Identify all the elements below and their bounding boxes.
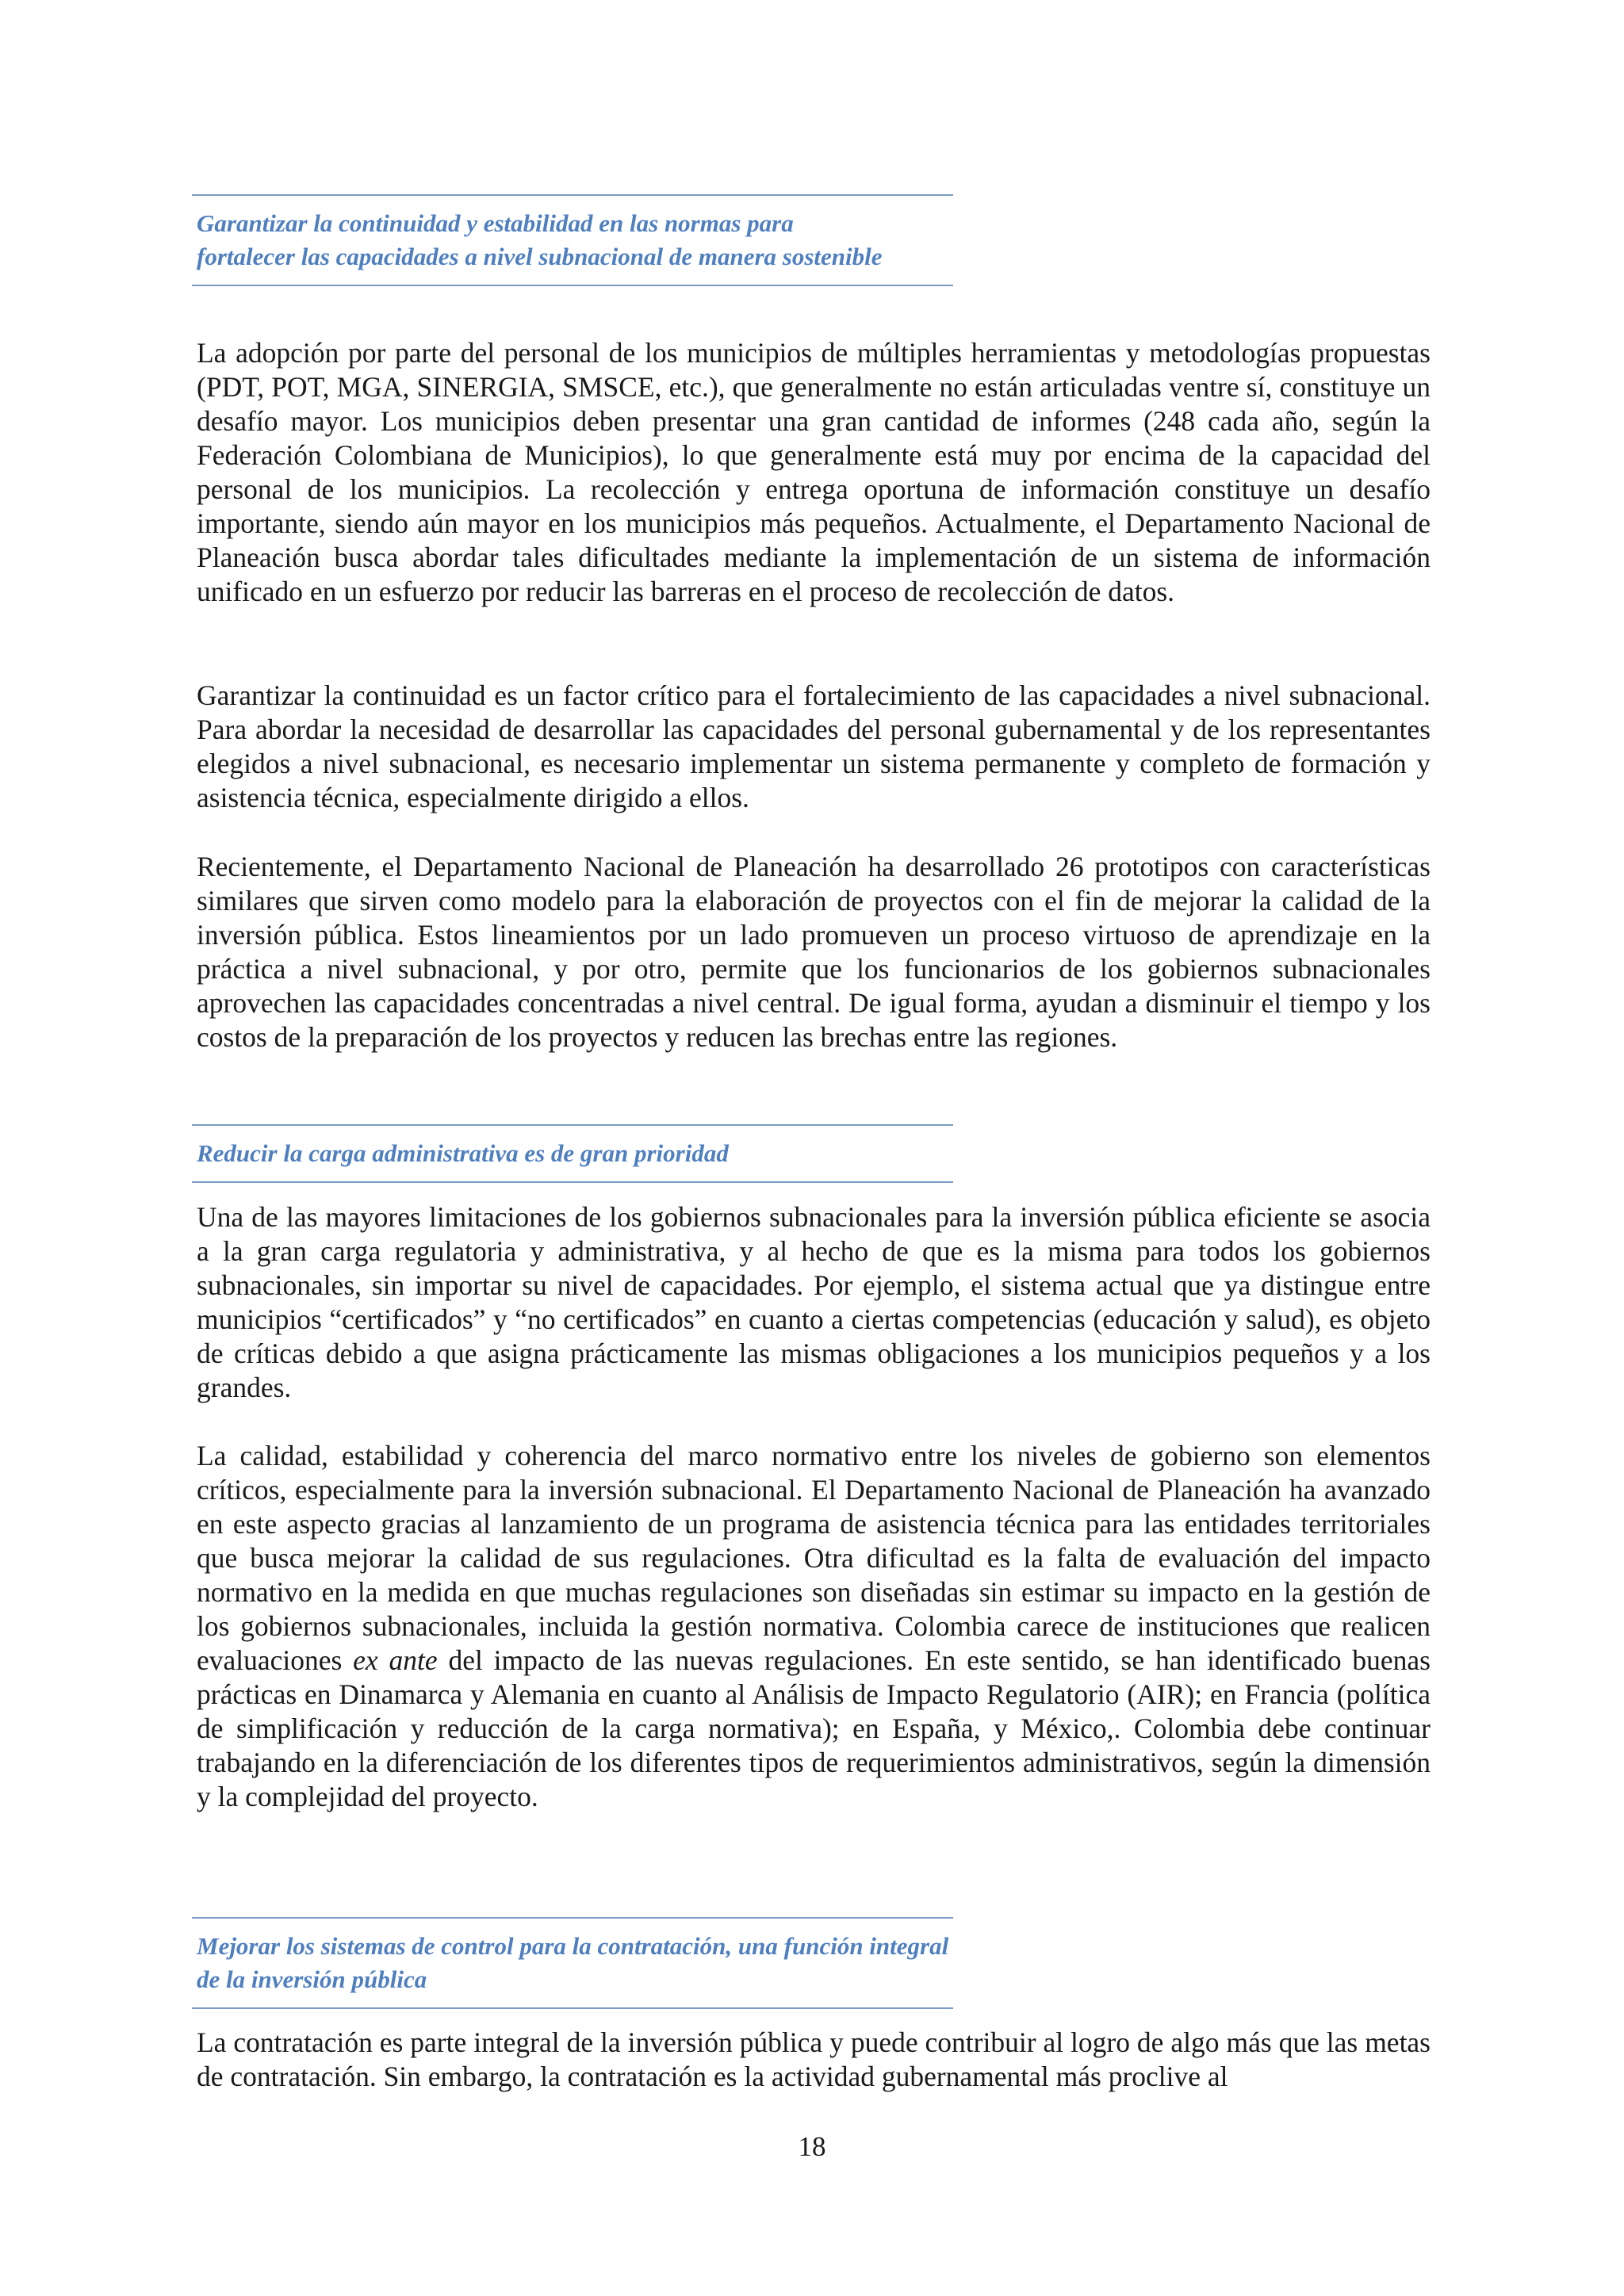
section-heading: Garantizar la continuidad y estabilidad en las normas para fortalecer las capacidades a nivel subnacional de manera sostenible	[197, 209, 883, 270]
section-heading-box	[192, 1124, 953, 1183]
italic-term: ex ante	[353, 1644, 438, 1676]
body-paragraph: La adopción por parte del personal de los municipios de múltiples herramientas y metodologías propuestas (PDT, POT, MGA, SINERGIA, SMSCE, etc.), que generalmente no están articuladas ventre sí, constituye un desafío mayor. Los municipios deben presentar una gran cantidad de informes (248 cada año, según la Federación Colombiana de Municipios), lo que generalmente está muy por encima de la capacidad del personal de los municipios. La recolección y entrega oportuna de información constituye un desafío importante, siendo aún mayor en los municipios más pequeños. Actualmente, el Departamento Nacional de Planeación busca abordar tales dificultades mediante la implementación de un sistema de información unificado en un esfuerzo por reducir las barreras en el proceso de recolección de datos.	[197, 337, 1431, 607]
body-paragraph: Una de las mayores limitaciones de los gobiernos subnacionales para la inversión pública eficiente se asocia a la gran carga regulatoria y administrativa, y al hecho de que es la misma para todos los gobiernos subnacionales, sin importar su nivel de capacidades. Por ejemplo, el sistema actual que ya distingue entre municipios “certificados” y “no certificados” en cuanto a ciertas competencias (educación y salud), es objeto de críticas debido a que asigna prácticamente las mismas obligaciones a los municipios pequeños y a los grandes.	[197, 1201, 1431, 1403]
section-heading: Reducir la carga administrativa es de gran prioridad	[197, 1139, 729, 1167]
page-number: 18	[798, 2131, 826, 2162]
section-heading: Mejorar los sistemas de control para la contratación, una función integral de la inversión pública	[197, 1932, 949, 1993]
body-paragraph	[197, 1439, 1431, 1814]
body-paragraph: Garantizar la continuidad es un factor crítico para el fortalecimiento de las capacidades a nivel subnacional. Para abordar la necesidad de desarrollar las capacidades del personal gubernamental y de los representantes elegidos a nivel subnacional, es necesario implementar un sistema permanente y completo de formación y asistencia técnica, especialmente dirigido a ellos.	[197, 679, 1431, 813]
body-paragraph: La contratación es parte integral de la inversión pública y puede contribuir al logro de algo más que las metas de contratación. Sin embargo, la contratación es la actividad gubernamental más proclive al	[197, 2026, 1431, 2092]
section-heading-box	[192, 194, 953, 286]
paragraph-text: del impacto de las nuevas regulaciones. En este sentido, se han identificado buenas prácticas en Dinamarca y Alemania en cuanto al Análisis de Impacto Regulatorio (AIR); en Francia (política de simplificación y reducción de la carga normativa); en España, y México,. Colombia debe continuar trabajando en la diferenciación de los diferentes tipos de requerimientos administrativos, según la dimensión y la complejidad del proyecto.	[197, 1644, 1431, 1812]
section-heading-box	[192, 1917, 953, 2009]
paragraph-text: La calidad, estabilidad y coherencia del marco normativo entre los niveles de gobierno son elementos críticos, especialmente para la inversión subnacional. El Departamento Nacional de Planeación ha avanzado en este aspecto gracias al lanzamiento de un programa de asistencia técnica para las entidades territoriales que busca mejorar la calidad de sus regulaciones. Otra dificultad es la falta de evaluación del impacto normativo en la medida en que muchas regulaciones son diseñadas sin estimar su impacto en la gestión de los gobiernos subnacionales, incluida la gestión normativa. Colombia carece de instituciones que realicen evaluaciones	[197, 1440, 1431, 1676]
body-paragraph: Recientemente, el Departamento Nacional de Planeación ha desarrollado 26 prototipos con características similares que sirven como modelo para la elaboración de proyectos con el fin de mejorar la calidad de la inversión pública. Estos lineamientos por un lado promueven un proceso virtuoso de aprendizaje en la práctica a nivel subnacional, y por otro, permite que los funcionarios de los gobiernos subnacionales aprovechen las capacidades concentradas a nivel central. De igual forma, ayudan a disminuir el tiempo y los costos de la preparación de los proyectos y reducen las brechas entre las regiones.	[197, 851, 1431, 1053]
